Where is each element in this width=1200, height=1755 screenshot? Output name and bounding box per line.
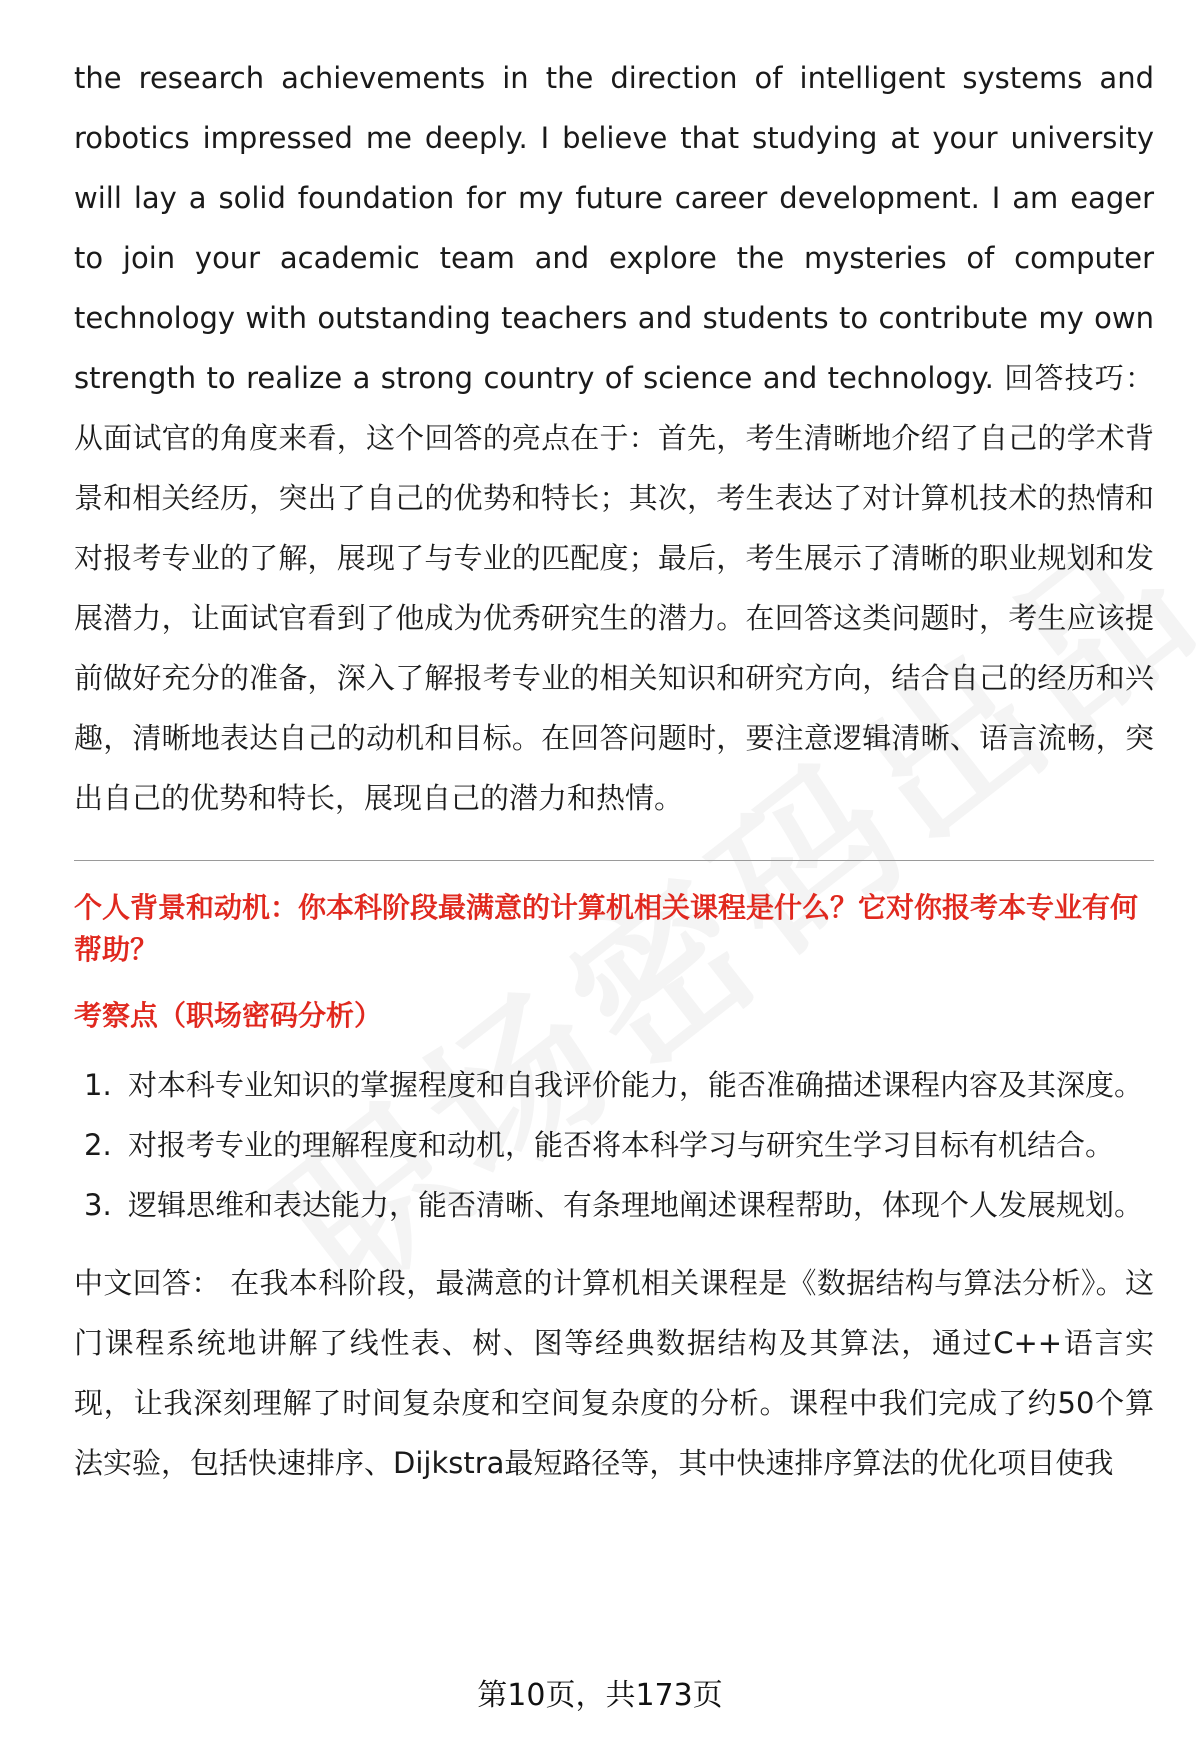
analysis-points-list — [74, 1055, 1154, 1235]
analysis-heading: 考察点（职场密码分析） — [74, 999, 383, 1032]
page-content — [74, 48, 1154, 1493]
list-item-number: 3. — [84, 1188, 112, 1222]
list-item-number: 1. — [84, 1068, 112, 1102]
answer-paragraph: 中文回答： 在我本科阶段，最满意的计算机相关课程是《数据结构与算法分析》。这门课程系统地讲解了线性表、树、图等经典数据结构及其算法，通过C++语言实现，让我深刻理解了时间复杂度和空间复杂度的分析。课程中我们完成了约50个算法实验，包括快速排序、Dijkstra最短路径等，其中快速排序算法的优化项目使我 — [74, 1266, 1154, 1480]
list-item-text: 对本科专业知识的掌握程度和自我评价能力，能否准确描述课程内容及其深度。 — [128, 1068, 1144, 1102]
list-item-number: 2. — [84, 1128, 112, 1162]
list-item-text: 逻辑思维和表达能力，能否清晰、有条理地阐述课程帮助，体现个人发展规划。 — [128, 1188, 1144, 1222]
list-item — [74, 1175, 1154, 1235]
page-number-footer: 第10页，共173页 — [477, 1678, 723, 1713]
list-item — [74, 1115, 1154, 1175]
intro-paragraph: the research achievements in the direction of intelligent systems and robotics impressed me deeply. I believe that studying at your university will lay a solid foundation for my future career development. I am eager to join your academic team and explore the mysteries of computer technology with outstanding teachers and students to contribute my own strength to realize a strong country of science and technology. 回答技巧： 从面试官的角度来看，这个回答的亮点在于：首先，考生清晰地介绍了自己的学术背景和相关经历，突出了自己的优势和特长；其次，考生表达了对计算机技术的热情和对报考专业的了解，展现了与专业的匹配度；最后，考生展示了清晰的职业规划和发展潜力，让面试官看到了他成为优秀研究生的潜力。在回答这类问题时，考生应该提前做好充分的准备，深入了解报考专业的相关知识和研究方向，结合自己的经历和兴趣，清晰地表达自己的动机和目标。在回答问题时，要注意逻辑清晰、语言流畅，突出自己的优势和特长，展现自己的潜力和热情。 — [74, 61, 1154, 815]
question-title: 个人背景和动机：你本科阶段最满意的计算机相关课程是什么？它对你报考本专业有何帮助？ — [74, 891, 1139, 966]
list-item — [74, 1055, 1154, 1115]
list-item-text: 对报考专业的理解程度和动机，能否将本科学习与研究生学习目标有机结合。 — [128, 1128, 1115, 1162]
section-divider — [74, 860, 1154, 861]
